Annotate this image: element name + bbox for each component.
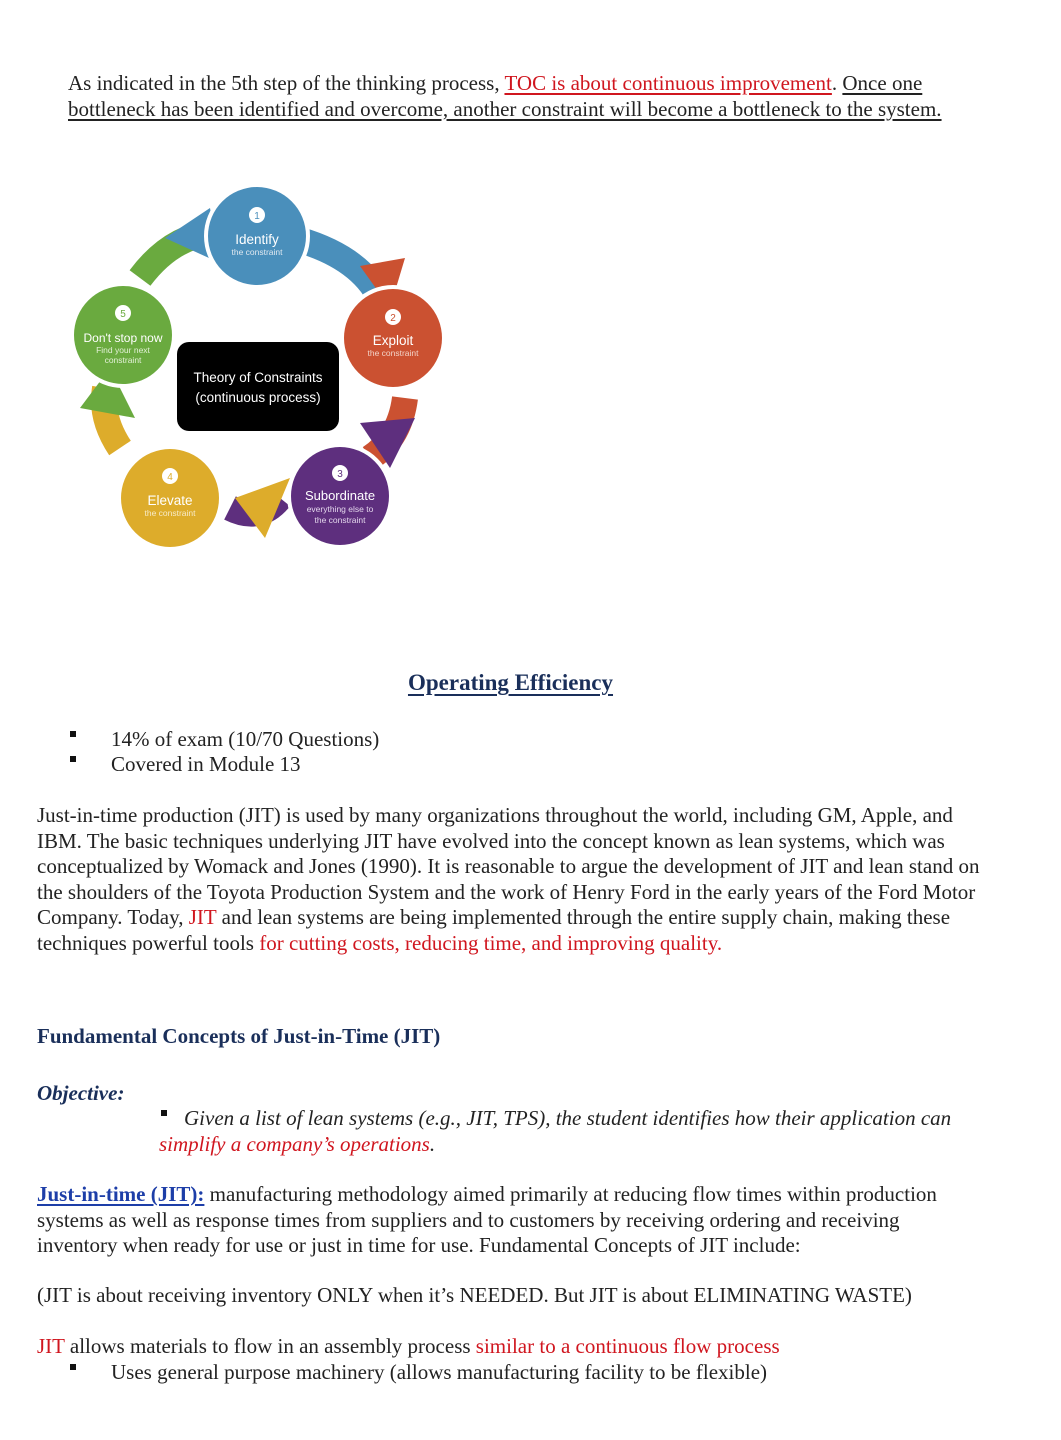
objective-end: . [429, 1131, 436, 1156]
svg-text:5: 5 [120, 309, 126, 320]
objective-red: simplify a company’s operations [159, 1131, 430, 1156]
bullet-exam-weight: 14% of exam (10/70 Questions) [111, 727, 380, 751]
center-line-1: Theory of Constraints [193, 370, 323, 385]
bullet-module: Covered in Module 13 [111, 752, 301, 776]
flow-jit-red: JIT [37, 1334, 65, 1358]
intro-text: As indicated in the 5th step of the thinking process, [68, 71, 505, 95]
svg-text:the constraint: the constraint [144, 508, 196, 518]
jit-definition-link[interactable]: Just-in-time (JIT): [37, 1182, 205, 1206]
jit-definition-text: manufacturing methodology aimed primarily at reducing flow times within production systems as well as response times from suppliers and to customers by receiving ordering and receiving inventory when ready for use or just in time for use. Fundamental Concepts of JIT include: [37, 1182, 937, 1258]
svg-text:Find your next: Find your next [96, 345, 150, 355]
center-box [177, 342, 339, 431]
jit-red-benefits: for cutting costs, reducing time, and improving quality. [259, 930, 723, 955]
svg-text:Identify: Identify [235, 232, 279, 247]
step-subordinate [287, 443, 393, 549]
toc-link[interactable]: TOC is about continuous improvement [504, 71, 832, 95]
toc-cycle-diagram [60, 178, 460, 558]
svg-text:1: 1 [254, 211, 260, 222]
svg-text:Exploit: Exploit [372, 333, 414, 348]
step-dont-stop [70, 282, 176, 388]
bullet-marker [70, 1364, 76, 1370]
bullet-machinery: Uses general purpose machinery (allows manufacturing facility to be flexible) [111, 1360, 768, 1384]
jit-definition [37, 1182, 982, 1259]
svg-text:Don't stop now: Don't stop now [83, 331, 163, 345]
bullet-marker [70, 731, 76, 737]
svg-text:4: 4 [167, 472, 173, 483]
jit-red-term: JIT [188, 905, 217, 930]
svg-text:Elevate: Elevate [147, 493, 193, 508]
objective-label: Objective: [37, 1081, 125, 1105]
objective-body: Given a list of lean systems (e.g., JIT, TPS), the student identifies how their application can [184, 1106, 952, 1130]
svg-text:2: 2 [390, 313, 396, 324]
center-line-2: (continuous process) [195, 390, 321, 405]
svg-text:everything else to: everything else to [306, 504, 374, 514]
svg-text:the constraint: the constraint [314, 515, 366, 525]
svg-text:the constraint: the constraint [231, 247, 283, 257]
step-identify [204, 183, 310, 289]
svg-text:Subordinate: Subordinate [304, 488, 376, 503]
flow-red-phrase: similar to a continuous flow process [475, 1334, 780, 1358]
step-exploit [340, 285, 446, 391]
objective-text [159, 1106, 969, 1157]
section-title: Operating Efficiency [407, 670, 614, 695]
fundamentals-heading: Fundamental Concepts of Just-in-Time (JIT) [37, 1024, 441, 1048]
svg-text:3: 3 [337, 469, 343, 480]
jit-intro-paragraph [37, 803, 985, 957]
svg-text:constraint: constraint [104, 355, 142, 365]
intro-underlined: Once one bottleneck has been identified and overcome, another constraint will become a bottleneck to the system. [68, 71, 942, 121]
svg-text:the constraint: the constraint [367, 348, 419, 358]
intro-paragraph [68, 71, 993, 122]
jit-text-1: Just-in-time production (JIT) is used by many organizations throughout the world, including GM, Apple, and IBM. The basic techniques underlying JIT have evolved into the concept known as lean systems, which was conceptualized by Womack and Jones (1990). It is reasonable to argue the development of JIT and lean stand on the shoulders of the Toyota Production System and the work of Henry Ford in the early years of the Ford Motor Company. Today, [37, 803, 980, 930]
step-elevate [117, 445, 223, 551]
jit-text-2: and lean systems are being implemented through the entire supply chain, making these techniques powerful tools [37, 905, 951, 955]
flow-text: allows materials to flow in an assembly process [64, 1334, 476, 1358]
jit-note: (JIT is about receiving inventory ONLY when it’s NEEDED. But JIT is about ELIMINATING WASTE) [37, 1283, 912, 1307]
intro-period: . [831, 71, 843, 95]
jit-flow-line [37, 1334, 780, 1360]
bullet-marker [70, 756, 76, 762]
